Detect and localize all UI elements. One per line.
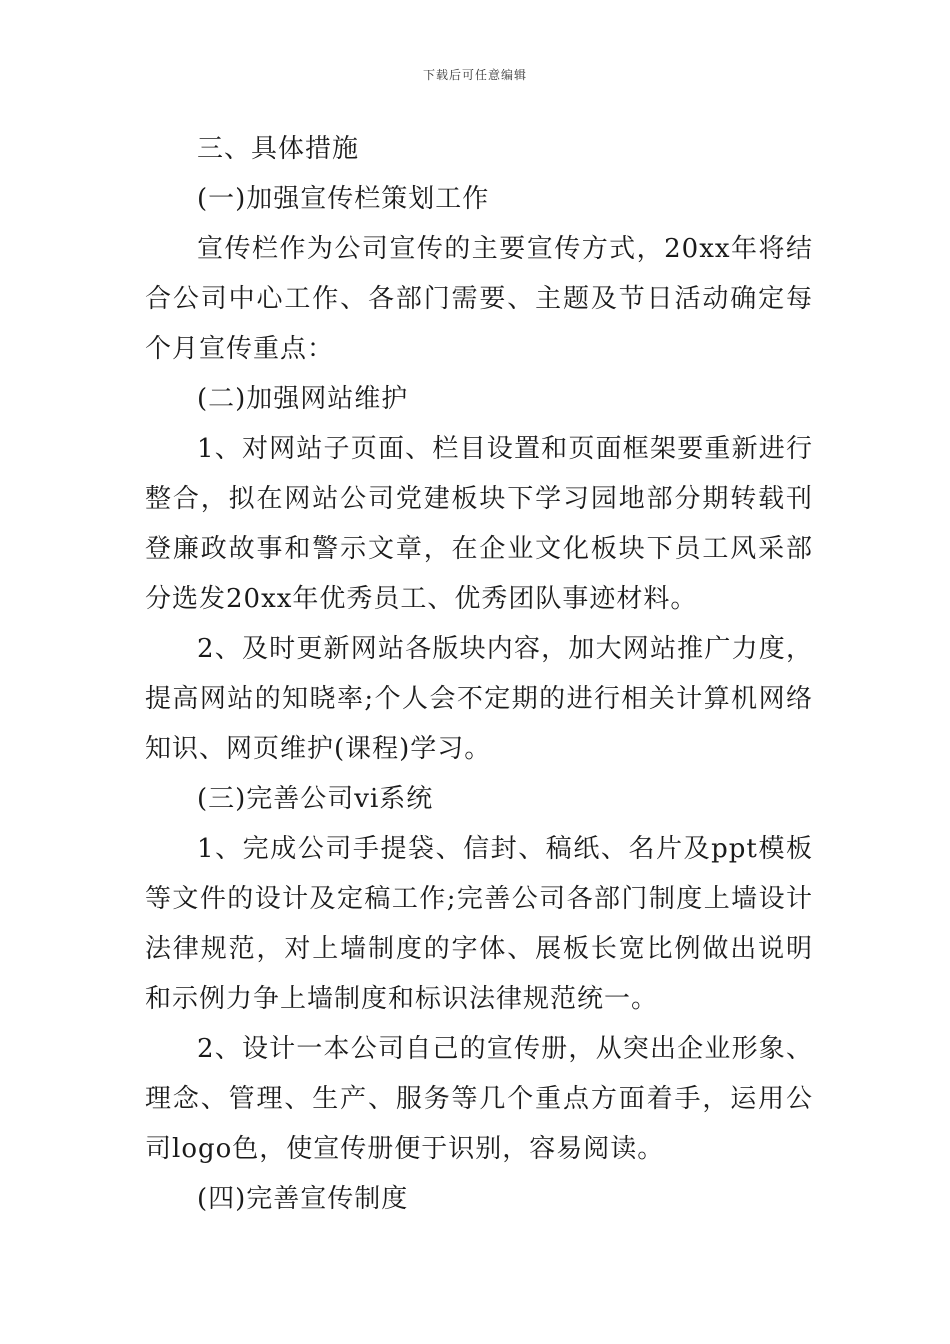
paragraph-website-item-1: 1、对网站子页面、栏目设置和页面框架要重新进行整合，拟在网站公司党建板块下学习园地部分期转载刊登廉政故事和警示文章，在企业文化板块下员工风采部分选发20xx年优秀员工、优秀团队事迹材料。: [145, 434, 813, 614]
paragraph-bulletin-board: 宣传栏作为公司宣传的主要宣传方式，20xx年将结合公司中心工作、各部门需要、主题及节日活动确定每个月宣传重点：: [145, 234, 813, 364]
subsection-heading-2: (二)加强网站维护: [197, 384, 409, 414]
subsection-heading-1: (一)加强宣传栏策划工作: [197, 184, 490, 214]
subsection-heading-3: (三)完善公司vi系统: [197, 784, 434, 814]
paragraph-vi-item-2: 2、设计一本公司自己的宣传册，从突出企业形象、理念、管理、生产、服务等几个重点方面着手，运用公司logo色，使宣传册便于识别，容易阅读。: [145, 1034, 813, 1164]
section-heading: 三、具体措施: [197, 134, 360, 164]
paragraph-website-item-2: 2、及时更新网站各版块内容，加大网站推广力度，提高网站的知晓率;个人会不定期的进行相关计算机网络知识、网页维护(课程)学习。: [145, 634, 813, 764]
document-body: [145, 124, 813, 1224]
paragraph-vi-item-1: 1、完成公司手提袋、信封、稿纸、名片及ppt模板等文件的设计及定稿工作;完善公司各部门制度上墙设计法律规范，对上墙制度的字体、展板长宽比例做出说明和示例力争上墙制度和标识法律规范统一。: [145, 834, 813, 1014]
page-header-note: 下载后可任意编辑: [422, 68, 527, 82]
subsection-heading-4: (四)完善宣传制度: [197, 1184, 409, 1214]
